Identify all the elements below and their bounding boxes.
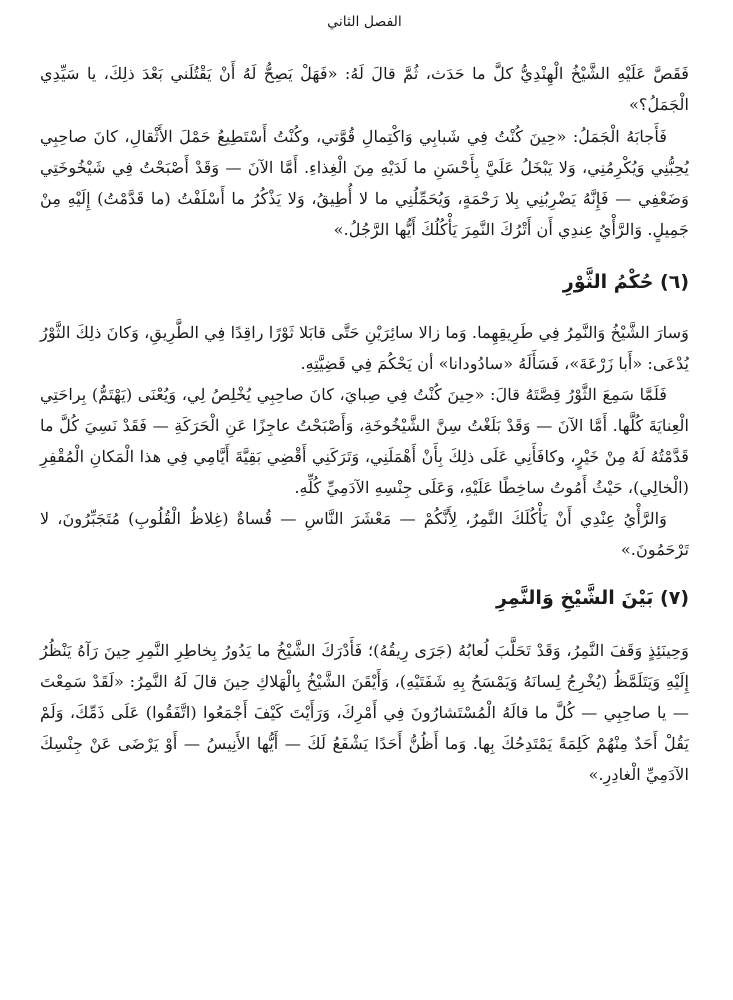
section-6-paragraph-3: وَالرَّأْيُ عِنْدِي أَنْ يَأْكُلَكَ النَّمِرُ، لِأَنَّكُمْ — مَعْشَرَ النَّاسِ — قُساةٌ (غِلاظُ الْقُلُوبِ) مُتَجَبِّرُونَ، لا تَرْحَمُونَ.» (40, 509, 689, 559)
section-7-paragraph-1: وَحِينَئِذٍ وَقَفَ النَّمِرُ، وَقَدْ تَحَلَّبَ لُعابُهُ (جَرَى رِيقُهُ)؛ فَأَدْرَكَ الشَّيْخُ ما يَدُورُ بِخاطِرِ النَّمِرِ حِينَ رَآهُ يَنْظُرُ إِلَيْهِ وَيَتَلَمَّظُ (يُخْرِجُ لِسانَهُ وَيَمْسَحُ بِهِ شَفَتَيْهِ)، وَأَيْقَنَ الشَّيْخُ بِالْهَلاكِ حِينَ قالَ لَهُ النَّمِرُ: «لَقَدْ سَمِعْتَ — يا صاحِبِي — كُلَّ ما قالَهُ الْمُسْتَشارُونَ فِي أَمْرِكَ، وَرَأَيْتَ كَيْفَ أَجْمَعُوا (اتَّفَقُوا) عَلَى ذَمِّكَ، وَلَمْ يَقُلْ أَحَدٌ مِنْهُمْ كَلِمَةً يَمْتَدِحُكَ بِها. وَما أَظُنُّ أَحَدًا يَشْفَعُ لَكَ — أَيُّها الأَنِيسُ — أَوْ يَرْضَى عَنْ جِنْسِكَ الآدَمِيِّ الْغادِرِ.» (40, 641, 689, 784)
section-7-heading: (٧) بَيْنَ الشَّيْخِ وَالنَّمِرِ (495, 587, 689, 609)
section-6-paragraph-2: فَلَمَّا سَمِعَ الثَّوْرُ قِصَّتَهُ قالَ: «حِينَ كُنْتُ فِي صِبايَ، كانَ صاحِبِي يُخْلِصُ لِي، وَيُعْنَى (يَهْتَمُّ) بِراحَتِي الْعِنايَةَ كُلَّها. أَمَّا الآنَ — وَقَدْ بَلَغْتُ سِنَّ الشَّيْخُوخَةِ، وَأَصْبَحْتُ عاجِزًا عَنِ الْحَرَكَةِ — فَقَدْ نَسِيَ كُلَّ ما قَدَّمْتُهُ لَهُ مِنْ خَيْرٍ، وكافَأَنِي عَلَى ذلِكَ بِأَنْ أَهْمَلَنِي، وَتَرَكَنِي أَقْضِي بَقِيَّةَ أَيَّامِي فِي هذا الْمَكانِ الْمُقْفِرِ (الْخالِي)، حَيْثُ أَمُوتُ ساخِطًا عَلَيْهِ، وَعَلَى جِنْسِهِ الآدَمِيِّ كُلِّهِ. (40, 385, 689, 497)
paragraph-1: فَقَصَّ عَلَيْهِ الشَّيْخُ الْهِنْدِيُّ كلَّ ما حَدَث، ثُمَّ قالَ لَهُ: «فَهَلْ يَصِحُّ لَهُ أَنْ يَقْتُلَني بَعْدَ ذلِكَ، يا سَيِّدِي الْجَمَلُ؟» (40, 64, 689, 114)
section-6-paragraph-1: وَسارَ الشَّيْخُ وَالنَّمِرُ فِي طَرِيقِهِما. وَما زالا سائِرَيْنِ حَتَّى قابَلا ثَوْرًا راقِدًا فِي الطَّرِيقِ، وَكانَ ذلِكَ الثَّوْرُ يُدْعَى: «أَبا زَرْعَةَ»، فَسَأَلَهُ «سادُودانا» أن يَحْكُمَ فِي قَضِيَّتِهِ. (40, 323, 689, 373)
paragraph-2: فَأَجابَهُ الْجَمَلُ: «حِينَ كُنْتُ فِي شَبابِي وَاكْتِمالِ قُوَّتي، وكُنْتُ أَسْتَطِيعُ حَمْلَ الأَثْقالِ، كانَ صاحِبِي يُحِبُّنِي وَيُكْرِمُنِي، وَلا يَبْخَلُ عَلَيَّ بِأَحْسَنِ ما لَدَيْهِ مِنَ الْغِذاءِ. أَمَّا الآنَ — وَقَدْ أَصْبَحْتُ فِي شَيْخُوخَتِي وَضَعْفِي — فَإِنَّهُ يَضْرِبُنِي بِلا رَحْمَةٍ، وَيُحَمِّلُنِي ما لا أُطِيقُ، وَلا يَذْكُرُ ما أَسْلَفْتُ (ما قَدَّمْتُ) إِلَيْهِ مِنْ جَمِيلٍ. وَالرَّأْيُ عِندِي أَن أَتْرُكَ النَّمِرَ يَأْكُلُكَ أَيُّها الرَّجُلُ.» (40, 127, 689, 239)
section-6-heading: (٦) حُكْمُ الثَّوْرِ (562, 271, 689, 293)
running-header: الفصل الثاني (327, 14, 402, 30)
